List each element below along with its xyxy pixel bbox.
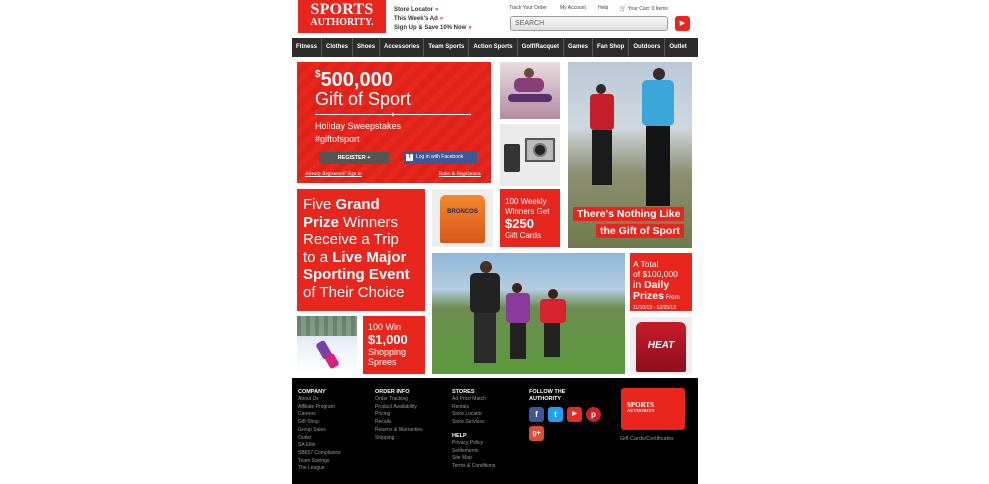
sign-in-link[interactable]: Already Registered? Sign in xyxy=(305,172,362,177)
footer-link[interactable]: Recalls xyxy=(375,419,392,426)
footer-link[interactable]: SA Elite xyxy=(298,442,316,449)
sprees-line3: Shopping xyxy=(368,346,407,357)
my-account-link[interactable]: My Account xyxy=(560,5,586,11)
grand-prize-line2: Prize Winners xyxy=(303,213,399,231)
search-input[interactable]: SEARCH xyxy=(510,16,668,31)
heat-label: HEAT xyxy=(647,340,675,351)
footer-link[interactable]: About Us xyxy=(298,396,319,402)
footer-link[interactable]: Settlements xyxy=(452,447,479,454)
search-button[interactable]: ▶ xyxy=(675,16,690,31)
grand-prize-line6: of Their Choice xyxy=(303,283,405,301)
footer-link[interactable]: Product Availability xyxy=(375,403,417,410)
facebook-icon: f xyxy=(406,154,413,161)
weekly-winners-tile[interactable] xyxy=(500,189,560,247)
weekly-line2: Winners Get xyxy=(505,207,550,216)
footer-link[interactable]: Rentals xyxy=(452,403,469,410)
nav-action-sports[interactable]: Action Sports xyxy=(469,38,517,57)
cart-label: Your Cart: 0 Items xyxy=(627,6,668,12)
nav-shoes[interactable]: Shoes xyxy=(353,38,380,57)
grand-prize-line3: Receive a Trip xyxy=(303,231,399,248)
nav-outdoors[interactable]: Outdoors xyxy=(629,38,665,57)
twitter-icon[interactable]: t xyxy=(548,407,563,422)
footer-link[interactable]: Order Tracking xyxy=(375,396,409,402)
hero-sweepstakes xyxy=(297,62,491,183)
nav-fan-shop[interactable]: Fan Shop xyxy=(593,38,629,57)
footer-link[interactable]: SB657 Compliance xyxy=(298,449,341,456)
order-info-heading: ORDER INFO xyxy=(375,389,410,395)
footer-link[interactable]: Group Sales xyxy=(298,426,326,433)
shopping-sprees-tile[interactable] xyxy=(363,316,425,374)
daily-line4: Prizes From xyxy=(633,290,680,302)
daily-line2: of $100,000 xyxy=(633,269,678,279)
hero-sub1: Holiday Sweepstakes xyxy=(315,121,402,131)
broncos-jacket-photo[interactable] xyxy=(432,189,493,247)
weekly-line4: Gift Cards xyxy=(505,231,542,240)
footer-link[interactable]: Privacy Policy xyxy=(452,440,484,446)
grand-prize-line4: to a Live Major xyxy=(303,248,407,266)
follow-heading: FOLLOW THE AUTHORITY xyxy=(529,389,566,402)
footer-link[interactable]: Pricing xyxy=(375,411,391,418)
weekly-line3: $250 xyxy=(505,216,534,231)
family-photo[interactable] xyxy=(432,253,625,374)
stores-heading: STORES xyxy=(452,389,475,395)
help-link[interactable]: Help xyxy=(598,5,609,11)
hero-amount: $500,000 xyxy=(315,69,393,91)
heat-jacket-photo[interactable] xyxy=(630,317,692,374)
gift-card-logo1: SPORTS xyxy=(627,401,654,409)
footer-link[interactable]: Site Map xyxy=(452,455,472,462)
weekly-line1: 100 Weekly xyxy=(505,197,547,206)
daily-line1: A Total xyxy=(633,259,659,269)
nav-golf-racquet[interactable]: Golf/Racquet xyxy=(518,38,564,57)
daily-line5: 11/10/13 - 12/25/13 xyxy=(633,305,676,311)
youtube-icon[interactable]: ▶ xyxy=(567,407,582,422)
footer-link[interactable]: Outlet xyxy=(298,434,312,441)
yoga-photo[interactable] xyxy=(500,62,560,119)
grand-prize-tile[interactable] xyxy=(297,189,425,311)
track-order-link[interactable]: Track Your Order xyxy=(509,5,547,11)
nav-outlet[interactable]: Outlet xyxy=(669,44,687,50)
arrow-right-icon: » xyxy=(439,16,444,22)
footer-link[interactable]: Gift Shop xyxy=(298,419,319,426)
cart-icon: 🛒 xyxy=(619,6,627,12)
store-locator-link[interactable]: Store Locator » xyxy=(394,7,439,13)
jacket-label: BRONCOS xyxy=(447,209,478,215)
company-heading: COMPANY xyxy=(298,389,326,395)
help-links xyxy=(452,440,495,471)
grand-prize-line5: Sporting Event xyxy=(303,266,410,283)
pinterest-icon[interactable]: p xyxy=(586,407,601,422)
footer-link[interactable]: Store Locator xyxy=(452,411,483,418)
register-button[interactable]: REGISTER + xyxy=(319,152,389,164)
footer-link[interactable]: Ad Price Match xyxy=(452,396,486,402)
daily-line3: in Daily xyxy=(633,279,670,291)
signup-link[interactable]: Sign Up & Save 10% Now » xyxy=(394,25,472,31)
sprees-line1: 100 Win xyxy=(368,322,402,332)
footer-link[interactable]: Terms & Conditions xyxy=(452,463,496,470)
nav-accessories[interactable]: Accessories xyxy=(380,38,424,57)
skier-photo[interactable] xyxy=(297,316,357,374)
rules-link[interactable]: Rules & Regulations xyxy=(439,172,481,177)
nothing-like-line1: There's Nothing Like xyxy=(573,207,684,221)
order-links xyxy=(375,396,423,442)
nav-games[interactable]: Games xyxy=(564,38,593,57)
google-plus-icon[interactable]: g+ xyxy=(529,426,544,441)
arrow-right-icon: » xyxy=(435,7,439,13)
hero-sub2: #giftofsport xyxy=(315,134,360,144)
company-links xyxy=(298,396,341,473)
hero-title: Gift of Sport xyxy=(315,89,412,109)
footer-link[interactable]: Affiliate Program xyxy=(298,403,335,410)
logo[interactable] xyxy=(298,0,386,33)
camera-photo[interactable] xyxy=(500,124,560,186)
facebook-login-button[interactable]: f Log in with Facebook xyxy=(403,151,477,164)
nav-fitness[interactable]: Fitness xyxy=(292,38,322,57)
logo-line2: AUTHORITY. xyxy=(310,17,374,28)
daily-prizes-tile[interactable] xyxy=(630,253,692,311)
facebook-icon[interactable]: f xyxy=(529,407,544,422)
sprees-line4: Sprees xyxy=(368,357,397,367)
gift-card-logo2: AUTHORITY xyxy=(627,408,655,413)
grand-prize-line1: Five Grand xyxy=(303,196,380,213)
arrow-right-icon: » xyxy=(468,25,472,31)
footer-link[interactable]: Shipping xyxy=(375,434,395,441)
cart-link[interactable] xyxy=(619,5,668,12)
footer-link[interactable]: Returns & Warranties xyxy=(375,426,423,433)
ornament-icon: ✦ xyxy=(390,112,396,119)
page xyxy=(292,0,698,484)
footer xyxy=(292,378,698,484)
main-nav xyxy=(292,38,698,57)
logo-line1: SPORTS xyxy=(310,1,374,18)
nav-clothes[interactable]: Clothes xyxy=(322,38,353,57)
footer-link[interactable]: Store Services xyxy=(452,419,485,426)
footer-link[interactable]: Careers xyxy=(298,411,316,418)
gift-cards-link[interactable]: Gift Cards/Certificates xyxy=(620,436,674,442)
footer-link[interactable]: Team Savings xyxy=(298,457,330,464)
help-heading: HELP xyxy=(452,433,467,439)
nav-team-sports[interactable]: Team Sports xyxy=(424,38,469,57)
nothing-like-line2: the Gift of Sport xyxy=(596,224,684,238)
sprees-line2: $1,000 xyxy=(368,331,408,347)
stores-links xyxy=(452,396,486,427)
footer-link[interactable]: The League xyxy=(298,465,325,472)
weekly-ad-link[interactable]: This Week's Ad » xyxy=(394,16,444,22)
gift-card-image[interactable] xyxy=(621,388,685,430)
